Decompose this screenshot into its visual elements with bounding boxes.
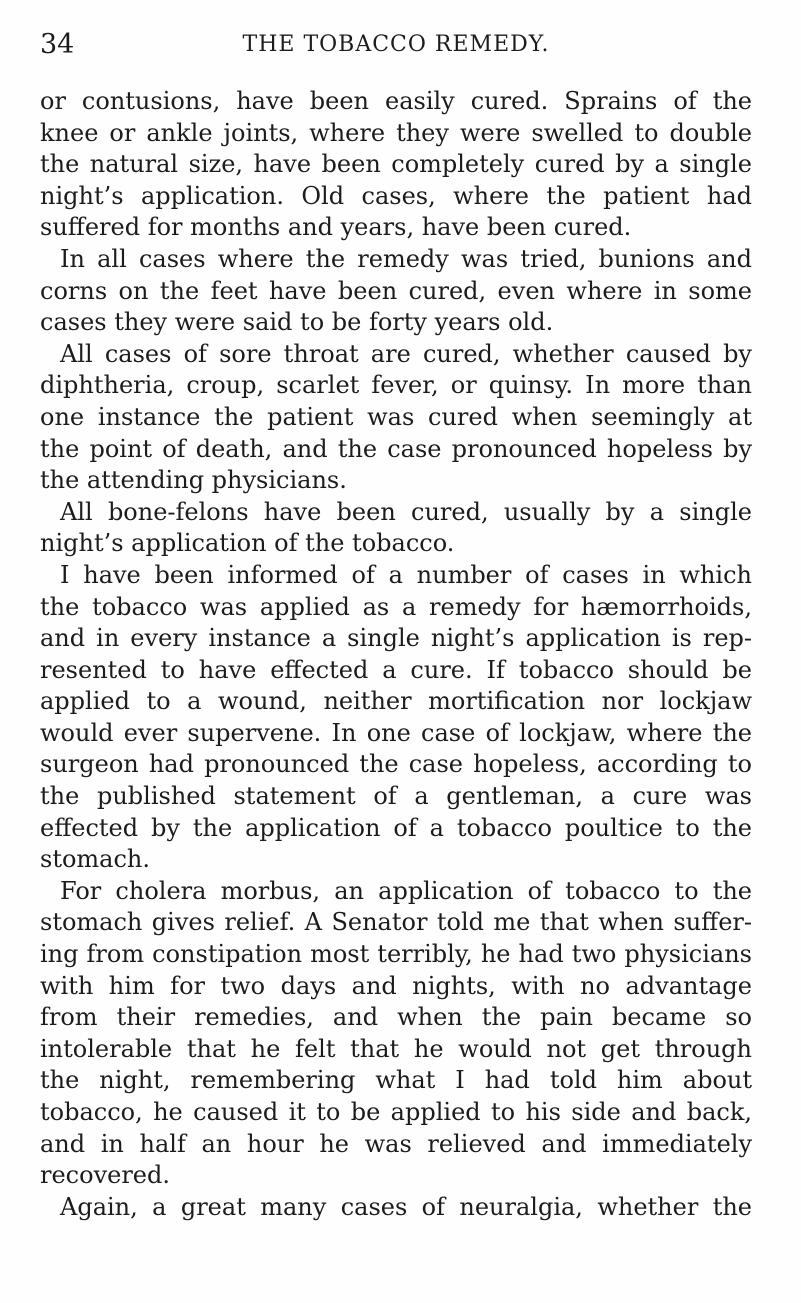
- text-line: cases they were said to be forty years old.: [40, 308, 554, 337]
- text-line: the tobacco was applied as a remedy for hæmorrhoids,: [40, 592, 752, 621]
- text-line: the natural size, have been completely cured by a single: [40, 150, 752, 179]
- text-line: All bone-felons have been cured, usually by a single: [60, 497, 752, 526]
- text-line: All cases of sore throat are cured, whether caused by: [60, 339, 752, 368]
- text-line: In all cases where the remedy was tried, bunions and: [60, 244, 752, 273]
- text-line: tobacco, he caused it to be applied to his side and back,: [40, 1098, 752, 1126]
- text-line: I have been informed of a number of cases in which: [60, 560, 752, 589]
- text-line: resented to have effected a cure. If tobacco should be: [40, 655, 752, 684]
- text-line: and in every instance a single night’s application is rep-: [40, 624, 752, 653]
- text-line: night’s application. Old cases, where the patient had: [40, 181, 752, 210]
- text-line: suffered for months and years, have been cured.: [40, 213, 632, 242]
- text-line: the night, remembering what I had told him about: [40, 1066, 752, 1095]
- text-line: Again, a great many cases of neuralgia, whether the: [60, 1192, 752, 1221]
- text-line: effected by the application of a tobacco poultice to the: [40, 813, 752, 842]
- text-line: stomach.: [40, 845, 151, 874]
- text-line: would ever supervene. In one case of lockjaw, where the: [40, 718, 752, 747]
- body-text: [40, 86, 752, 1223]
- text-line: For cholera morbus, an application of tobacco to the: [60, 876, 752, 905]
- text-line: corns on the feet have been cured, even where in some: [40, 276, 752, 305]
- text-line: the attending physicians.: [40, 466, 347, 495]
- running-head: [40, 30, 752, 60]
- text-line: night’s application of the tobacco.: [40, 529, 455, 558]
- text-line: one instance the patient was cured when seemingly at: [40, 402, 752, 431]
- text-line: surgeon had pronounced the case hopeless, according to: [40, 750, 752, 779]
- text-line: stomach gives relief. A Senator told me that when suffer-: [40, 908, 752, 937]
- text-line: applied to a wound, neither mortification nor lockjaw: [40, 687, 752, 716]
- page-number: 34: [40, 29, 75, 60]
- text-line: the published statement of a gentleman, a cure was: [40, 782, 752, 811]
- text-line: recovered.: [40, 1161, 170, 1190]
- text-line: with him for two days and nights, with no advantage: [40, 971, 752, 1000]
- text-line: from their remedies, and when the pain became so: [40, 1003, 752, 1032]
- running-title: THE TOBACCO REMEDY.: [242, 32, 550, 57]
- text-line: ing from constipation most terribly, he had two physicians: [40, 940, 752, 969]
- text-line: intolerable that he felt that he would not get through: [40, 1034, 752, 1063]
- text-line: diphtheria, croup, scarlet fever, or quinsy. In more than: [40, 371, 752, 400]
- text-line: or contusions, have been easily cured. Sprains of the: [40, 87, 752, 115]
- text-line: and in half an hour he was relieved and immediately: [40, 1129, 752, 1158]
- text-line: knee or ankle joints, where they were swelled to double: [40, 118, 752, 147]
- text-line: the point of death, and the case pronounced hopeless by: [40, 434, 752, 463]
